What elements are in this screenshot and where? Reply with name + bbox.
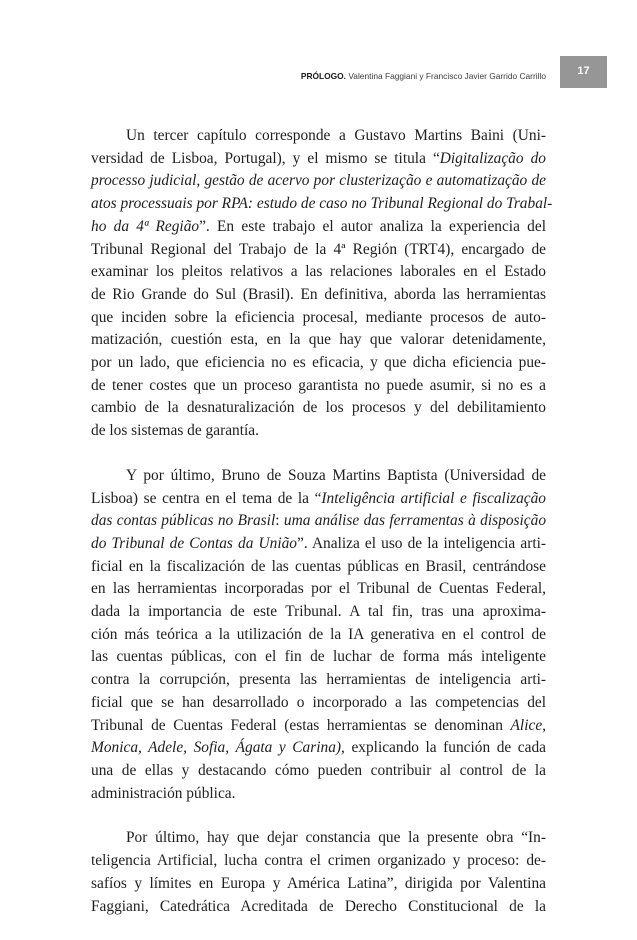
text-segment: cambio de la desnaturalización de los procesos y del debilitamiento: [91, 399, 546, 417]
text-segment: que inciden sobre la eficiencia procesal, mediante procesos de auto-: [91, 308, 546, 326]
text-line: [91, 488, 546, 511]
text-line: [91, 329, 546, 352]
text-line: [91, 624, 546, 647]
text-segment: contra la corrupción, presenta las herramientas de inteligencia arti-: [91, 671, 546, 689]
text-line: [91, 375, 546, 398]
text-line: [91, 783, 546, 806]
text-segment: una de ellas y destacando cómo pueden contribuir al control de la: [91, 761, 546, 779]
text-segment: Lisboa) se centra en el tema de la “: [91, 489, 322, 507]
text-line: [91, 737, 546, 760]
header-authors: Valentina Faggiani y Francisco Javier Garrido Carrillo: [348, 71, 546, 81]
text-segment: ”. En este trabajo el autor analiza la experiencia del: [199, 217, 546, 235]
text-line: [91, 239, 546, 262]
text-segment: Faggiani, Catedrática Acreditada de Derecho Constitucional de la: [91, 897, 546, 915]
text-segment: teligencia Artificial, lucha contra el crimen organizado y proceso: de-: [91, 852, 546, 870]
text-line: [91, 646, 546, 669]
text-line: [91, 578, 546, 601]
page-number: 17: [577, 65, 590, 77]
paragraph-2: [91, 465, 546, 806]
text-segment: Por último, hay que dejar constancia que la presente obra “In-: [126, 829, 546, 847]
italic-segment: Monica, Adele, Sofia, Ágata y Carina): [91, 739, 342, 757]
text-line: [91, 715, 546, 738]
italic-segment: do Tribunal de Contas da União: [91, 534, 297, 552]
text-segment: :: [275, 512, 284, 530]
text-segment: ficial que se han desarrollado o incorporado a las competencias del: [91, 693, 546, 711]
text-line: [91, 261, 546, 284]
text-line: [91, 125, 546, 148]
text-line: [91, 193, 553, 216]
italic-segment: processo judicial, gestão de acervo por clusterização e automatização de: [91, 172, 546, 190]
text-segment: ficial en la fiscalización de las cuentas públicas en Brasil, centrándose: [91, 557, 546, 575]
italic-segment: Inteligência artificial e fiscalização: [321, 489, 546, 507]
text-segment: Un tercer capítulo corresponde a Gustavo Martins Baini (Uni-: [126, 127, 546, 144]
text-segment: ”. Analiza el uso de la inteligencia arti-: [297, 534, 547, 552]
text-segment: examinar los pleitos relativos a las relaciones laborales en el Estado: [91, 263, 546, 281]
text-line: [91, 420, 546, 443]
text-segment: Tribunal Regional del Trabajo de la 4ª Región (TRT4), encargado de: [91, 240, 546, 258]
italic-segment: uma análise das ferramentas à disposição: [283, 512, 547, 530]
text-line: [91, 601, 546, 624]
body-text: [91, 125, 553, 940]
text-segment: Tribunal de Cuentas Federal (estas herramientas se denominan: [91, 716, 511, 734]
text-line: [91, 352, 546, 375]
text-segment: versidad de Lisboa, Portugal), y el mismo se titula “: [91, 149, 440, 167]
text-segment: safíos y límites en Europa y América Latina”, dirigida por Valentina: [91, 874, 546, 892]
text-segment: matización, cuestión esta, en la que hay que valorar detenidamente,: [91, 331, 546, 349]
text-line: [91, 896, 546, 919]
text-segment: las cuentas públicas, con el fin de luchar de forma más inteligente: [91, 648, 546, 666]
italic-segment: das contas públicas no Brasil: [91, 512, 276, 530]
text-line: [91, 533, 546, 556]
text-segment: dada la importancia de este Tribunal. A tal fin, tras una aproxima-: [91, 603, 546, 621]
text-line: [91, 465, 546, 488]
italic-segment: atos processuais por RPA: estudo de caso no Tribunal Regional do Trabal-: [91, 195, 553, 213]
text-line: [91, 216, 546, 239]
italic-segment: Alice,: [510, 716, 546, 734]
text-segment: de Rio Grande do Sul (Brasil). En definitiva, aborda las herramientas: [91, 285, 546, 303]
italic-segment: Digitalização do: [439, 149, 546, 167]
paragraph-3: [91, 827, 546, 918]
text-line: [91, 170, 546, 193]
text-line: [91, 307, 546, 330]
text-line: [91, 760, 546, 783]
text-line: [91, 556, 546, 579]
text-segment: por un lado, que eficiencia no es eficacia, y que dicha eficiencia pue-: [91, 354, 546, 372]
text-segment: administración pública.: [91, 784, 236, 802]
text-line: [91, 669, 546, 692]
text-line: [91, 873, 546, 896]
text-line: [91, 284, 546, 307]
text-segment: ción más teórica a la utilización de la IA generativa en el control de: [91, 625, 546, 643]
paragraph-1: [91, 125, 553, 443]
text-line: [91, 148, 546, 171]
text-line: [91, 397, 546, 420]
text-line: [91, 827, 546, 850]
italic-segment: ho da 4ª Região: [91, 217, 200, 235]
text-segment: , explicando la función de cada: [341, 739, 546, 757]
text-segment: de tener costes que un proceso garantista no puede asumir, si no es a: [91, 376, 546, 394]
text-line: [91, 510, 546, 533]
running-header: [301, 71, 546, 81]
text-segment: de los sistemas de garantía.: [91, 422, 259, 440]
text-segment: en las herramientas incorporadas por el Tribunal de Cuentas Federal,: [91, 580, 546, 598]
page-number-tab: [560, 56, 607, 88]
text-line: [91, 850, 546, 873]
header-section: PRÓLOGO.: [300, 71, 346, 81]
text-segment: Y por último, Bruno de Souza Martins Baptista (Universidad de: [126, 466, 546, 484]
text-line: [91, 692, 546, 715]
